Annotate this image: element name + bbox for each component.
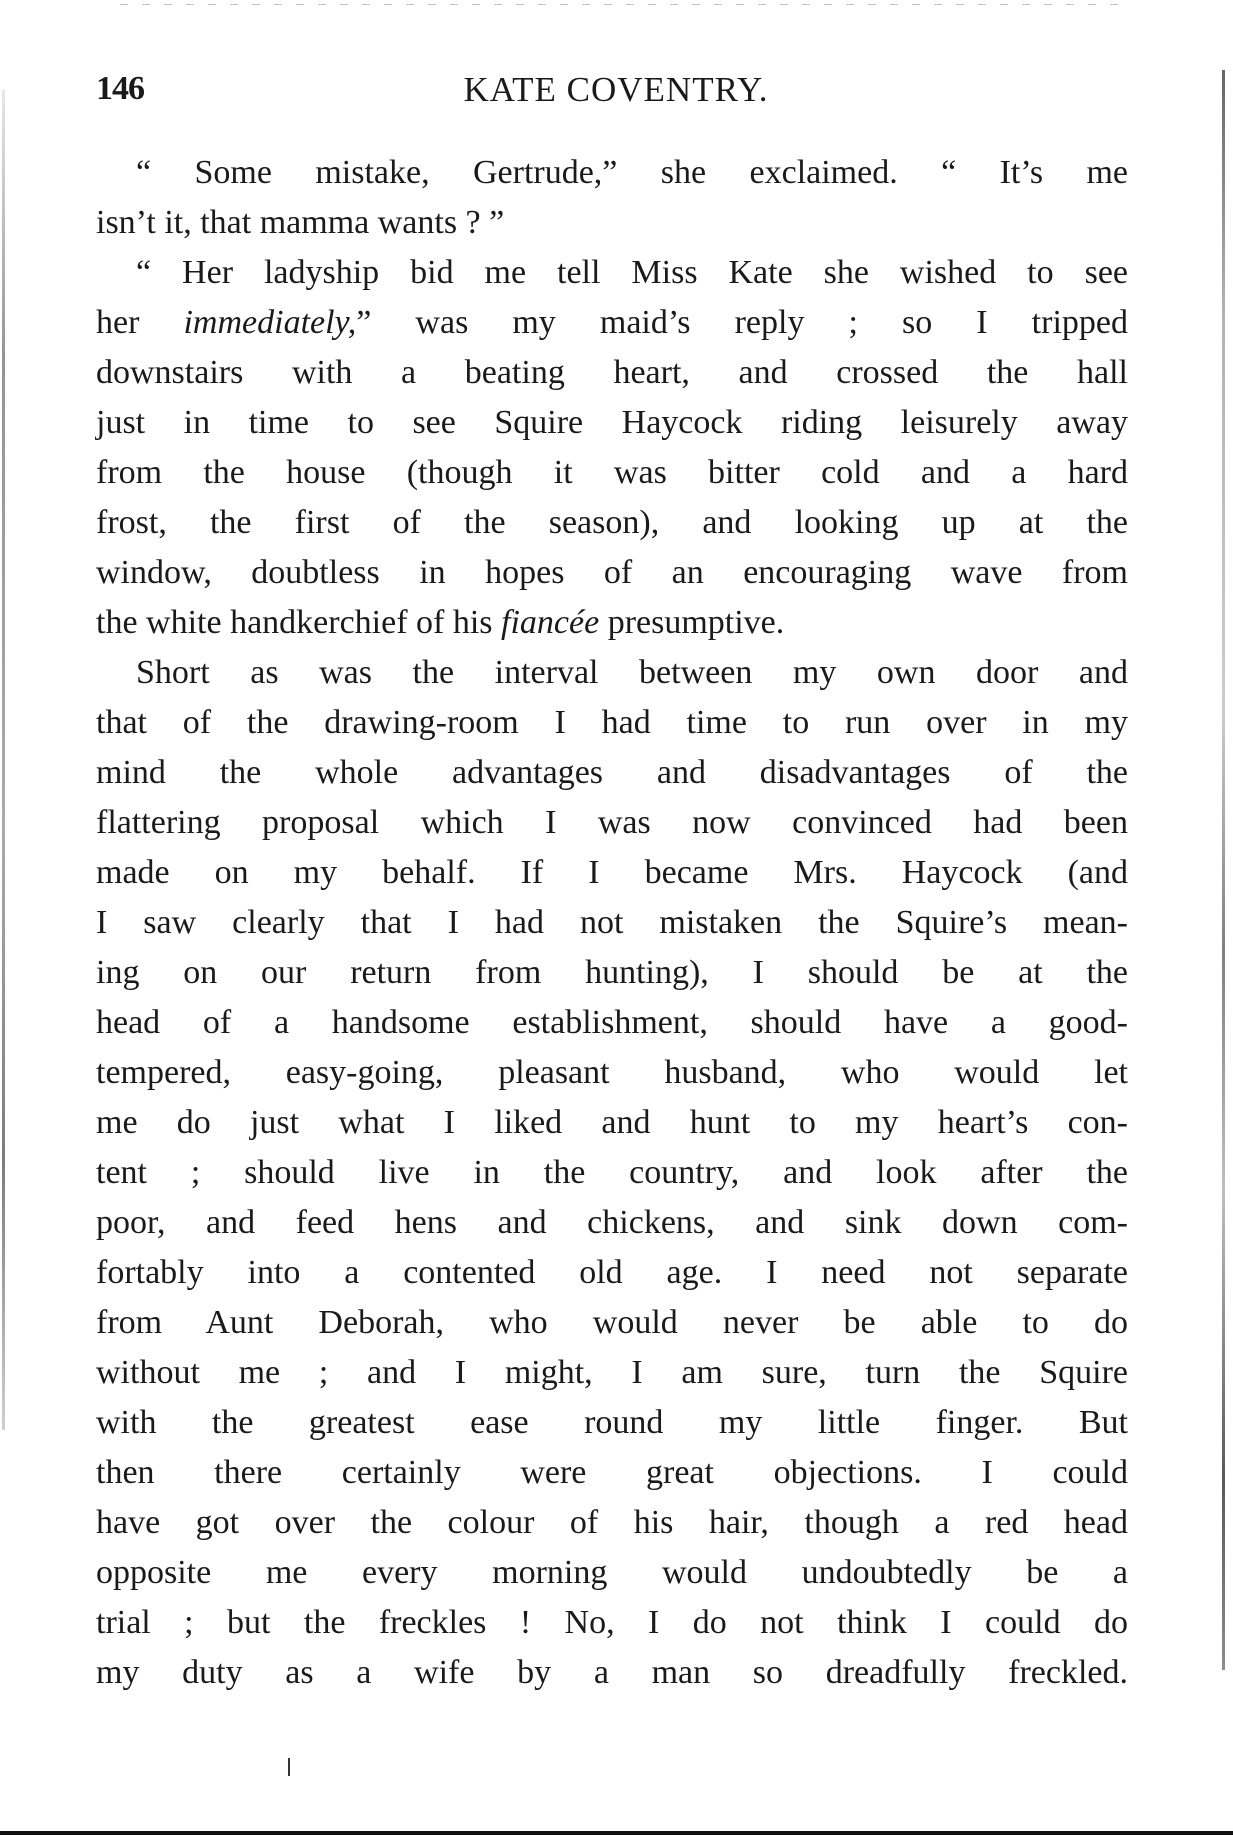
- text-line: [96, 1448, 1128, 1498]
- text-span: downstairs with a beating heart, and crossed the hall: [96, 354, 1128, 391]
- text-span: the white handkerchief of his: [96, 604, 502, 641]
- text-line: [96, 348, 1128, 398]
- italic-word: fiancée: [501, 604, 600, 641]
- text-span: “ Her ladyship bid me tell Miss Kate she wished to see: [136, 254, 1128, 291]
- text-span: my duty as a wife by a man so dreadfully freckled.: [96, 1654, 1128, 1691]
- text-span: I saw clearly that I had not mistaken the Squire’s mean-: [96, 904, 1128, 941]
- text-line: [96, 1298, 1128, 1348]
- page-number: 146: [96, 70, 144, 107]
- text-line: [96, 548, 1128, 598]
- text-line: [96, 1248, 1128, 1298]
- text-line: [96, 798, 1128, 848]
- text-line: [96, 148, 1128, 198]
- italic-word: immediately,: [183, 304, 357, 341]
- text-line: [96, 998, 1128, 1048]
- text-line: [96, 1598, 1128, 1648]
- text-span: tempered, easy-going, pleasant husband, who would let: [96, 1054, 1128, 1091]
- text-span: mind the whole advantages and disadvantages of the: [96, 754, 1128, 791]
- text-span: just in time to see Squire Haycock riding leisurely away: [96, 404, 1128, 441]
- text-line: [96, 298, 1128, 348]
- text-span: tent ; should live in the country, and look after the: [96, 1154, 1128, 1191]
- text-span: isn’t it, that mamma wants ? ”: [96, 204, 505, 241]
- text-line: [96, 1498, 1128, 1548]
- scan-bottom-edge: [0, 1831, 1233, 1835]
- text-line: [96, 948, 1128, 998]
- text-span: trial ; but the freckles ! No, I do not think I could do: [96, 1604, 1128, 1641]
- text-span: “ Some mistake, Gertrude,” she exclaimed. “ It’s me: [136, 154, 1128, 191]
- text-line: [96, 248, 1128, 298]
- text-line: [96, 648, 1128, 698]
- scan-left-edge: [2, 90, 5, 1430]
- text-span: that of the drawing-room I had time to run over in my: [96, 704, 1128, 741]
- body-text: [96, 148, 1128, 1698]
- text-line: [96, 1048, 1128, 1098]
- text-span: presumptive.: [599, 604, 785, 641]
- text-span: ing on our return from hunting), I should be at the: [96, 954, 1128, 991]
- scan-mark: [288, 1758, 290, 1776]
- text-line: [96, 1548, 1128, 1598]
- text-span: from Aunt Deborah, who would never be able to do: [96, 1304, 1128, 1341]
- text-line: [96, 398, 1128, 448]
- text-span: poor, and feed hens and chickens, and sink down com-: [96, 1204, 1128, 1241]
- text-line: [96, 1148, 1128, 1198]
- text-line: [96, 448, 1128, 498]
- running-title: KATE COVENTRY.: [463, 70, 769, 109]
- text-span: have got over the colour of his hair, though a red head: [96, 1504, 1128, 1541]
- text-span: then there certainly were great objections. I could: [96, 1454, 1128, 1491]
- text-span: fortably into a contented old age. I need not separate: [96, 1254, 1128, 1291]
- text-line: [96, 698, 1128, 748]
- text-span: made on my behalf. If I became Mrs. Haycock (and: [96, 854, 1128, 891]
- text-span: flattering proposal which I was now convinced had been: [96, 804, 1128, 841]
- text-line: [96, 498, 1128, 548]
- scan-top-edge: [120, 4, 1120, 5]
- text-span: frost, the first of the season), and looking up at the: [96, 504, 1128, 541]
- text-span: with the greatest ease round my little finger. But: [96, 1404, 1128, 1441]
- text-span: without me ; and I might, I am sure, turn the Squire: [96, 1354, 1128, 1391]
- scan-right-edge: [1222, 70, 1225, 1670]
- text-span: me do just what I liked and hunt to my heart’s con-: [96, 1104, 1128, 1141]
- text-span: ” was my maid’s reply ; so I tripped: [356, 304, 1128, 341]
- text-line: [96, 1648, 1128, 1698]
- text-line: [96, 748, 1128, 798]
- running-head: [96, 70, 1136, 120]
- text-line: [96, 1398, 1128, 1448]
- text-span: head of a handsome establishment, should have a good-: [96, 1004, 1128, 1041]
- text-span: from the house (though it was bitter cold and a hard: [96, 454, 1128, 491]
- text-line: [96, 898, 1128, 948]
- text-line: [96, 1198, 1128, 1248]
- text-line: [96, 1348, 1128, 1398]
- text-line: [96, 1098, 1128, 1148]
- text-span: opposite me every morning would undoubtedly be a: [96, 1554, 1128, 1591]
- text-span: Short as was the interval between my own door and: [136, 654, 1128, 691]
- text-line: [96, 198, 1128, 248]
- text-span: window, doubtless in hopes of an encouraging wave from: [96, 554, 1128, 591]
- text-span: her: [96, 304, 184, 341]
- text-line: [96, 598, 1128, 648]
- text-line: [96, 848, 1128, 898]
